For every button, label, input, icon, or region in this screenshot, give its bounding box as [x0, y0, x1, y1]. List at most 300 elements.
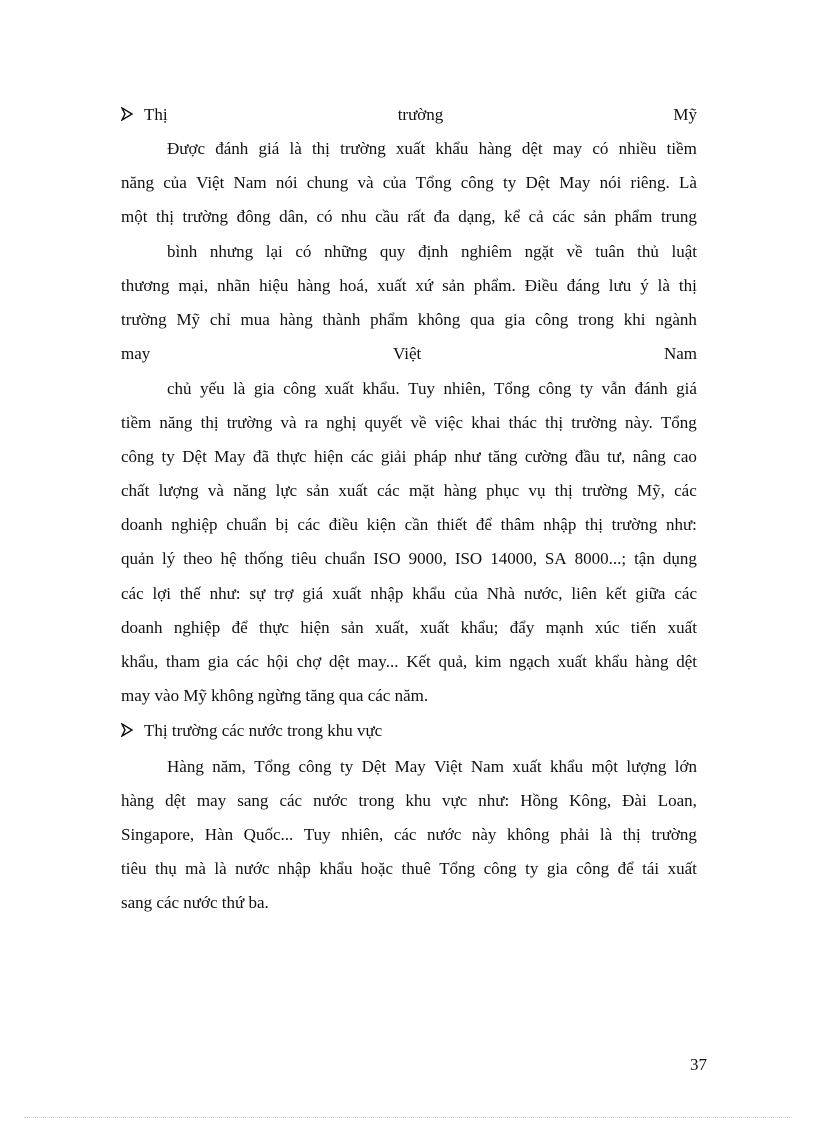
word: quyết — [364, 413, 403, 432]
word: tiềm — [666, 139, 697, 158]
word: trường — [582, 481, 628, 500]
word: năm, — [212, 757, 246, 776]
word: trường — [340, 139, 386, 158]
paragraph-line — [121, 818, 697, 852]
word: hàng — [478, 139, 512, 158]
word: trung — [660, 207, 697, 226]
word: xuất — [667, 859, 697, 878]
arrow-bullet-icon — [121, 723, 133, 737]
section-heading-us — [121, 98, 697, 132]
word: ty — [339, 757, 354, 776]
word: bị — [275, 515, 289, 534]
paragraph-line — [121, 406, 697, 440]
word: Tổng — [493, 379, 530, 398]
word: điều — [328, 515, 359, 534]
word: dệt — [165, 791, 186, 810]
word: xuất — [419, 618, 450, 637]
word: sản — [442, 276, 465, 295]
word: nhập — [277, 859, 311, 878]
word: cao — [673, 447, 697, 466]
word: các — [674, 584, 697, 603]
word: gia — [504, 310, 526, 329]
word: May — [394, 757, 426, 776]
word: những — [324, 242, 368, 261]
word: không — [417, 310, 461, 329]
word: vụ — [528, 481, 546, 500]
word: Nam — [233, 173, 267, 192]
word: lại — [265, 242, 283, 261]
word: kết — [605, 584, 627, 603]
paragraph-line — [121, 269, 697, 303]
word: dụng — [662, 549, 697, 568]
section-heading-region: Thị trường các nước trong khu vực — [121, 714, 697, 748]
paragraph-line — [167, 132, 697, 166]
word: thị — [155, 207, 174, 226]
word: một — [121, 207, 148, 226]
word: rất — [407, 207, 426, 226]
word: nhãn — [217, 276, 251, 295]
word: Tuy — [408, 379, 435, 398]
word: thị — [678, 276, 697, 295]
page-number: 37 — [690, 1055, 707, 1074]
word: xuất — [667, 618, 697, 637]
word: trường — [226, 413, 273, 432]
word: Đài — [622, 791, 647, 810]
word: mà — [185, 859, 206, 878]
word: khẩu; — [460, 618, 499, 637]
word: tái — [642, 859, 660, 878]
word: 9000, — [408, 549, 447, 568]
word: lý — [162, 549, 176, 568]
word: luật — [671, 242, 697, 261]
paragraph-line — [167, 235, 697, 269]
word: về — [566, 242, 583, 261]
word: và — [357, 173, 374, 192]
word: của — [454, 584, 478, 603]
word: gia — [546, 859, 568, 878]
word: cần — [404, 515, 429, 534]
word: giữa — [635, 584, 666, 603]
word: pháp — [413, 447, 447, 466]
word: phục — [486, 481, 520, 500]
word: tiêu — [291, 549, 317, 568]
word: trợ — [274, 584, 294, 603]
word: khẩu — [412, 584, 446, 603]
word: là — [233, 379, 246, 398]
word: có — [592, 139, 609, 158]
word: sản — [583, 207, 607, 226]
paragraph-line — [167, 750, 697, 784]
word: chợ — [296, 652, 322, 671]
word: sang — [237, 791, 269, 810]
word: SA — [544, 549, 567, 568]
word: về — [410, 413, 427, 432]
word: các — [236, 652, 259, 671]
word: thống — [244, 549, 284, 568]
word: mại, — [178, 276, 209, 295]
word: dệt — [676, 652, 697, 671]
word: lực — [275, 481, 298, 500]
word: nghiệp — [171, 515, 218, 534]
word: may — [552, 139, 583, 158]
word: lợi — [152, 584, 171, 603]
word: Tổng — [660, 413, 697, 432]
word: hàng — [635, 652, 669, 671]
word: ty — [525, 859, 539, 878]
word: nước — [313, 791, 348, 810]
word: Hồng — [520, 791, 559, 810]
word: thị — [200, 413, 219, 432]
word: có — [295, 242, 312, 261]
word: bình — [167, 242, 198, 261]
word: Tổng — [439, 859, 476, 878]
word: như: — [478, 791, 510, 810]
word: sản — [306, 481, 330, 500]
word: trường — [571, 413, 617, 432]
word: khẩu — [594, 652, 628, 671]
paragraph-line — [121, 577, 697, 611]
word: hoá, — [339, 276, 369, 295]
word: nhiên, — [341, 825, 384, 844]
word: thị — [585, 515, 603, 534]
word: các — [350, 447, 374, 466]
word: thâm — [500, 515, 535, 534]
word: năng — [159, 413, 193, 432]
word: các — [376, 481, 400, 500]
word: khẩu — [319, 859, 353, 878]
word: xuất — [332, 584, 362, 603]
word: thương — [121, 276, 170, 295]
word: hội — [266, 652, 289, 671]
word: thị — [545, 413, 564, 432]
word: yếu — [200, 379, 225, 398]
word: Dệt — [182, 447, 207, 466]
word: lưu — [608, 276, 632, 295]
word: các — [121, 584, 144, 603]
word: nhiên, — [443, 379, 486, 398]
word: của — [382, 173, 407, 192]
word: qua — [470, 310, 495, 329]
word: tiềm — [121, 413, 152, 432]
word: thuê — [401, 859, 431, 878]
word: hiện — [300, 618, 330, 637]
word: một — [591, 757, 618, 776]
word: Tổng — [415, 173, 452, 192]
word: Hàng — [167, 757, 204, 776]
word: thành — [322, 310, 361, 329]
word: hoặc — [360, 859, 394, 878]
word: xuất — [338, 481, 368, 500]
word: nhập — [543, 515, 577, 534]
word: này — [471, 825, 497, 844]
word: thác — [508, 413, 537, 432]
word: nâng — [632, 447, 666, 466]
word: đánh — [215, 139, 249, 158]
word: Nam — [470, 757, 504, 776]
word: công — [538, 379, 572, 398]
word: ISO — [373, 549, 401, 568]
word: thiết — [436, 515, 468, 534]
word: đáng — [566, 276, 600, 295]
paragraph-line — [121, 645, 697, 679]
word: thị — [554, 481, 573, 500]
word: chỉ — [209, 310, 231, 329]
word: và — [207, 481, 224, 500]
word: xúc — [594, 618, 620, 637]
word: giá — [258, 139, 280, 158]
paragraph-line — [121, 200, 697, 234]
word: trường — [651, 825, 697, 844]
word: kim — [475, 652, 502, 671]
word: kể — [504, 207, 521, 226]
word: thủ — [637, 242, 659, 261]
paragraph-line — [121, 303, 697, 337]
word: May — [559, 173, 591, 192]
word: ISO — [454, 549, 483, 568]
word: riêng. — [630, 173, 670, 192]
word: này. — [625, 413, 653, 432]
paragraph-line — [121, 611, 697, 645]
heading-word: Thị — [121, 98, 168, 132]
word: dệt — [521, 139, 543, 158]
word: Là — [678, 173, 697, 192]
paragraph-line — [121, 784, 697, 818]
word: chung — [306, 173, 349, 192]
word: trường — [121, 310, 167, 329]
word: hàng — [297, 276, 331, 295]
word: khẩu — [550, 757, 584, 776]
word: 14000, — [490, 549, 537, 568]
word: trong — [578, 310, 614, 329]
word: phải — [560, 825, 590, 844]
word: công — [483, 859, 517, 878]
word: đánh — [634, 379, 668, 398]
word: May — [214, 447, 246, 466]
word: công — [576, 859, 610, 878]
word: vẫn — [601, 379, 627, 398]
word: thụ — [154, 859, 177, 878]
word: khẩu — [435, 139, 469, 158]
word: đầu — [575, 447, 600, 466]
word: chủ — [167, 379, 192, 398]
word: xuất — [377, 276, 407, 295]
word: như: — [665, 515, 697, 534]
word: sự — [249, 584, 266, 603]
word: hiện — [313, 447, 344, 466]
word: Mỹ — [176, 310, 201, 329]
word: các — [393, 825, 417, 844]
word: các — [552, 207, 575, 226]
word: may — [196, 791, 227, 810]
word: là — [599, 825, 613, 844]
word: Dệt — [525, 173, 550, 192]
word: Dệt — [361, 757, 387, 776]
word: Việt — [196, 173, 225, 192]
word: xuất, — [375, 618, 409, 637]
word: xuất — [395, 139, 426, 158]
word: thực — [259, 618, 289, 637]
word: công — [283, 379, 317, 398]
heading-word: trường — [397, 105, 444, 124]
word: ngành — [655, 310, 697, 329]
word: nước — [235, 859, 270, 878]
word: chuẩn — [226, 515, 267, 534]
word: cường — [524, 447, 568, 466]
word: ý — [640, 276, 649, 295]
word: quản — [121, 549, 155, 568]
word: dân, — [279, 207, 308, 226]
word: chất — [121, 481, 150, 500]
word: may... — [357, 652, 399, 671]
word: Điều — [524, 276, 558, 295]
word: khu — [405, 791, 431, 810]
word: ty — [579, 379, 594, 398]
footer-divider — [24, 1117, 792, 1118]
word: để — [617, 859, 634, 878]
word: của — [163, 173, 187, 192]
word: là — [214, 859, 227, 878]
paragraph-line — [121, 508, 697, 542]
word: xuất — [557, 652, 587, 671]
word: hệ — [220, 549, 237, 568]
word: giải — [380, 447, 407, 466]
word: thị — [311, 139, 330, 158]
word: cầu — [375, 207, 399, 226]
word: nhập — [370, 584, 404, 603]
word: giá — [676, 379, 697, 398]
word: 8000...; — [574, 549, 627, 568]
word: trong — [358, 791, 395, 810]
word: các — [674, 481, 697, 500]
word: gia — [207, 652, 229, 671]
word: nghị — [326, 413, 357, 432]
word: Kết — [406, 652, 431, 671]
word: Hàn — [204, 825, 234, 844]
word: Singapore, — [121, 825, 195, 844]
word: hiệu — [259, 276, 289, 295]
word: đẩy — [509, 618, 535, 637]
word: đông — [236, 207, 271, 226]
word: doanh — [121, 515, 163, 534]
word: khai — [471, 413, 501, 432]
word: khẩu. — [362, 379, 400, 398]
word: tuân — [595, 242, 625, 261]
word: có — [316, 207, 333, 226]
word: lớn — [674, 757, 697, 776]
word: Được — [167, 139, 206, 158]
word: quy — [379, 242, 406, 261]
paragraph-line — [121, 440, 697, 474]
paragraph-line-last: may vào Mỹ không ngừng tăng qua các năm. — [121, 686, 429, 705]
word: công — [121, 447, 155, 466]
word: để — [475, 515, 492, 534]
word: lượng — [626, 757, 667, 776]
word: các — [297, 515, 321, 534]
arrow-bullet-icon — [121, 107, 133, 121]
word: nói — [275, 173, 298, 192]
word: phẩm. — [473, 276, 516, 295]
word: Quốc... — [243, 825, 294, 844]
word: cả — [528, 207, 544, 226]
word: theo — [183, 549, 213, 568]
paragraph-line — [121, 166, 697, 200]
word: Tổng — [254, 757, 291, 776]
word: là — [289, 139, 302, 158]
word: nói — [599, 173, 622, 192]
word: Kông, — [569, 791, 612, 810]
paragraph-line — [121, 474, 697, 508]
word: tham — [166, 652, 201, 671]
word: khi — [623, 310, 646, 329]
word: để — [231, 618, 248, 637]
word: đa — [433, 207, 450, 226]
word: nghiêm — [460, 242, 512, 261]
word: nghiệp — [173, 618, 221, 637]
paragraph-line-spread: may Việt Nam — [121, 344, 697, 363]
word: giá — [302, 584, 324, 603]
paragraph-line — [167, 372, 697, 406]
word: nước, — [523, 584, 563, 603]
word: ty — [502, 173, 517, 192]
word: nhưng — [209, 242, 254, 261]
word: định — [418, 242, 449, 261]
word: công — [460, 173, 494, 192]
word: phẩm — [370, 310, 408, 329]
word: quả, — [438, 652, 468, 671]
word: các — [279, 791, 303, 810]
word: trường — [182, 207, 229, 226]
word: thế — [179, 584, 201, 603]
word: việc — [434, 413, 464, 432]
word: ngặt — [524, 242, 554, 261]
word: ra — [304, 413, 318, 432]
word: Tuy — [303, 825, 331, 844]
word: hàng — [121, 791, 155, 810]
word: sản — [341, 618, 364, 637]
word: gia — [253, 379, 275, 398]
word: ty — [161, 447, 175, 466]
word: lượng — [158, 481, 199, 500]
word: Việt — [434, 757, 463, 776]
word: mặt — [408, 481, 435, 500]
word: công — [535, 310, 569, 329]
word: Nhà — [486, 584, 516, 603]
word: chuẩn — [324, 549, 366, 568]
word: tăng — [488, 447, 518, 466]
word: tiêu — [121, 859, 147, 878]
word: năng — [121, 173, 155, 192]
word: đã — [252, 447, 269, 466]
word: xuất — [324, 379, 354, 398]
word: xuất — [512, 757, 542, 776]
word: khẩu, — [121, 652, 159, 671]
word: như: — [209, 584, 241, 603]
word: mạnh — [545, 618, 584, 637]
word: kiện — [366, 515, 396, 534]
word: trường — [611, 515, 658, 534]
word: ngạch — [509, 652, 550, 671]
word: dệt — [329, 652, 350, 671]
word: nhu — [341, 207, 367, 226]
word: doanh — [121, 618, 163, 637]
word: dạng, — [458, 207, 496, 226]
word: không — [506, 825, 550, 844]
heading-word: Mỹ — [673, 105, 697, 124]
word: thị — [622, 825, 641, 844]
word: nước — [427, 825, 462, 844]
word: hàng — [443, 481, 477, 500]
word: như — [454, 447, 481, 466]
